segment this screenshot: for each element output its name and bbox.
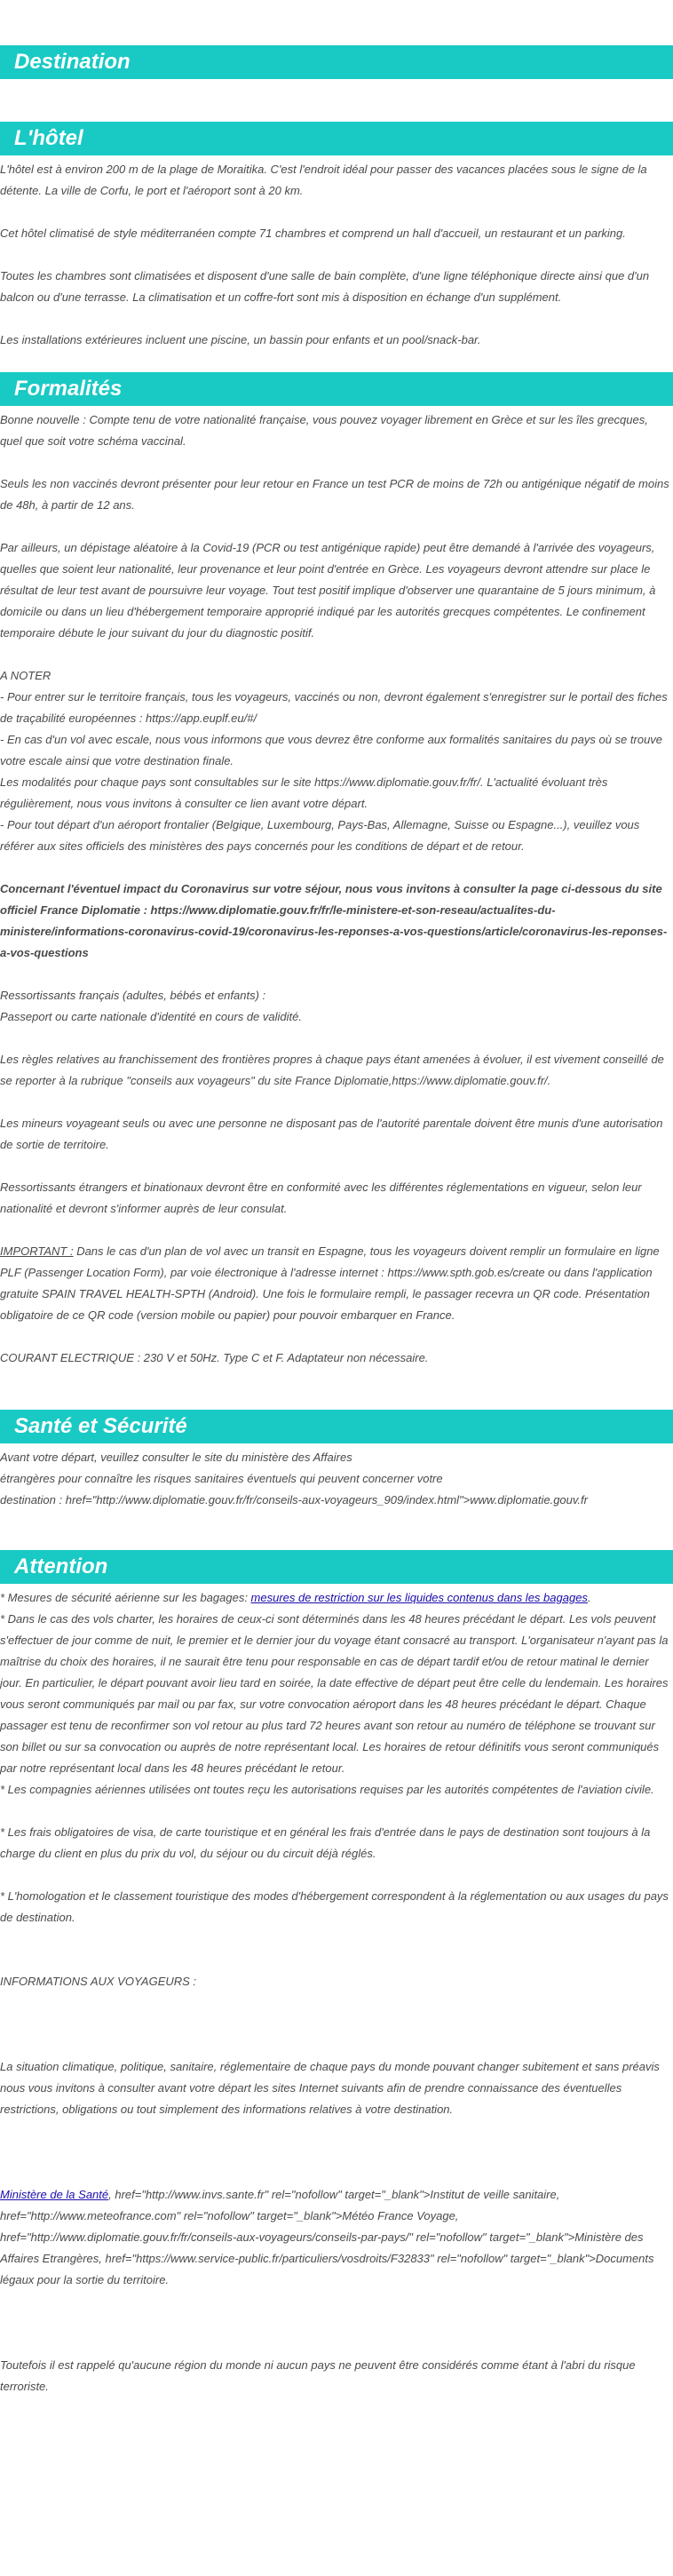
ressortissants-title: Ressortissants français (adultes, bébés et enfants) :: [0, 989, 266, 1002]
sante-line: étrangères pour connaître les risques sanitaires éventuels qui peuvent concerner votre: [0, 1472, 443, 1485]
courant-paragraph: COURANT ELECTRIQUE : 230 V et 50Hz. Type C et F. Adaptateur non nécessaire.: [0, 1351, 429, 1364]
sites-paragraph: [0, 2184, 673, 2291]
situation-line: La situation climatique, politique, sanitaire, réglementaire de chaque pays du monde pouvant changer subitement et sans préavis: [0, 2060, 660, 2073]
regles-paragraph: Les règles relatives au franchissement des frontières propres à chaque pays étant amenées à évoluer, il est vivement conseillé de se reporter à la rubrique "conseils aux voyageurs" du site France Diplomatie,https://www.diplomatie.gouv.fr/.: [0, 1053, 664, 1087]
formalites-heading: Formalités: [0, 372, 673, 406]
sante-section: [0, 1447, 673, 1511]
formalites-paragraph: Par ailleurs, un dépistage aléatoire à la Covid-19 (PCR ou test antigénique rapide) peut être demandé à l'arrivée des voyageurs, quelles que soient leur nationalité, leur provenance et leur point d'entrée en Grèce. Les voyageurs devront attendre sur place le résultat de leur test avant de poursuivre leur voyage. Tout test positif implique d'observer une quarantaine de 5 jours minimum, à domicile ou dans un lieu d'hébergement temporaire approprié indiqué par les autorités grecques compétentes. Le confinement temporaire débute le jour suivant du jour du diagnostic positif.: [0, 541, 656, 640]
sites-list: , href="http://www.invs.sante.fr" rel="nofollow" target="_blank">Institut de veille sanitaire, href="http://www.meteofrance.com" rel="nofollow" target="_blank">Météo France Voyage, href="http://www.diplomatie.gouv.fr/fr/conseils-aux-voyageurs/conseils-par-pays/" rel="nofollow" target="_blank">Ministère des Affaires Etrangères, href="https://www.service-public.fr/particuliers/vosdroits/F32833" rel="nofollow" target="_blank">Documents légaux pour la sortie du territoire.: [0, 2188, 654, 2286]
sante-heading: Santé et Sécurité: [0, 1410, 673, 1443]
attention-heading: Attention: [0, 1550, 673, 1584]
sante-line: destination : href="http://www.diplomatie.gouv.fr/fr/conseils-aux-voyageurs_909/index.html">www.diplomatie.gouv.fr: [0, 1493, 588, 1507]
homologation-paragraph: * L'homologation et le classement touristique des modes d'hébergement correspondent à la réglementation ou aux usages du pays de destination.: [0, 1889, 669, 1924]
charters-paragraph: * Dans le cas des vols charter, les horaires de ceux-ci sont déterminés dans les 48 heures précédant le départ. Les vols peuvent s'effectuer de jour comme de nuit, le premier et le dernier jour du voyage étant consacré au transport. L'organisateur n'ayant pas la maîtrise du choix des horaires, il ne saurait être tenu pour responsable en cas de départ tardif et/ou de retour matinal le dernier jour. En particulier, le départ pouvant avoir lieu tard en soirée, la date effective de départ peut être celle du lendemain. Les horaires vous seront communiqués par mail ou par fax, sur votre convocation aéroport dans les 48 heures précédant le départ. Chaque passager est tenu de reconfirmer son vol retour au plus tard 72 heures avant son retour au numéro de téléphone se trouvant sur son billet ou sur sa convocation ou auprès de notre représentant local. Les horaires de retour définitifs vous seront communiqués par notre représentant local dans les 48 heures précédant le retour.: [0, 1612, 669, 1775]
important-text: Dans le cas d'un plan de vol avec un transit en Espagne, tous les voyageurs doivent remplir un formulaire en ligne PLF (Passenger Location Form), par voie électronique à l'adresse internet : https://www.spth.gob.es/create ou dans l'application gratuite SPAIN TRAVEL HEALTH-SPTH (Android). Une fois le formulaire rempli, le passager recevra un QR code. Présentation obligatoire de ce QR code (version mobile ou papier) pour pouvoir embarquer en France.: [0, 1244, 660, 1322]
destination-heading: Destination: [0, 45, 673, 79]
sante-line: Avant votre départ, veuillez consulter le site du ministère des Affaires: [0, 1451, 352, 1464]
note-line: - En cas d'un vol avec escale, nous vous informons que vous devrez être conforme aux formalités sanitaires du pays où se trouve votre escale ainsi que votre destination finale.: [0, 733, 663, 767]
ressortissants-doc: Passeport ou carte nationale d'identité en cours de validité.: [0, 1010, 302, 1023]
mesures-suffix: .: [587, 1591, 591, 1604]
hotel-section: [0, 159, 673, 351]
ministere-sante-link[interactable]: Ministère de la Santé: [0, 2188, 109, 2201]
attention-section: [0, 1587, 673, 2397]
note-line: - Pour tout départ d'un aéroport frontalier (Belgique, Luxembourg, Pays-Bas, Allemagne, Suisse ou Espagne...), veuillez vous référer aux sites officiels des ministères des pays concernés pour les conditions de départ et de retour.: [0, 818, 640, 853]
important-label: IMPORTANT :: [0, 1244, 74, 1258]
compagnies-paragraph: * Les compagnies aériennes utilisées ont toutes reçu les autorisations requises par les autorités compétentes de l'aviation civile.: [0, 1783, 654, 1796]
hotel-heading: L'hôtel: [0, 122, 673, 155]
frais-paragraph: * Les frais obligatoires de visa, de carte touristique et en général les frais d'entrée dans le pays de destination sont toujours à la charge du client en plus du prix du vol, du séjour ou du circuit déjà réglés.: [0, 1825, 651, 1860]
etrangers-paragraph: Ressortissants étrangers et binationaux devront être en conformité avec les différentes réglementations en vigueur, selon leur nationalité et devront s'informer auprès de leur consulat.: [0, 1181, 642, 1215]
note-line: Les modalités pour chaque pays sont consultables sur le site https://www.diplomatie.gouv.fr/fr/. L'actualité évoluant très régulièrement, nous vous invitons à consulter ce lien avant votre départ.: [0, 775, 608, 810]
formalites-section: [0, 409, 673, 1369]
important-paragraph: [0, 1241, 673, 1326]
mineurs-paragraph: Les mineurs voyageant seuls ou avec une personne ne disposant pas de l'autorité parentale doivent être munis d'une autorisation de sortie de territoire.: [0, 1117, 663, 1151]
terroriste-paragraph: Toutefois il est rappelé qu'aucune région du monde ni aucun pays ne peuvent être considérés comme étant à l'abri du risque terroriste.: [0, 2358, 636, 2393]
note-title: A NOTER: [0, 669, 51, 682]
formalites-paragraph: Seuls les non vaccinés devront présenter pour leur retour en France un test PCR de moins de 72h ou antigénique négatif de moins de 48h, à partir de 12 ans.: [0, 477, 669, 512]
mesures-paragraph: [0, 1587, 673, 1609]
mesures-prefix: * Mesures de sécurité aérienne sur les bagages:: [0, 1591, 251, 1604]
hotel-paragraph: Cet hôtel climatisé de style méditerranéen compte 71 chambres et comprend un hall d'accueil, un restaurant et un parking.: [0, 227, 626, 240]
situation-line: nous vous invitons à consulter avant votre départ les sites Internet suivants afin de prendre connaissance des éventuelles restrictions, obligations ou tout simplement des informations relatives à votre destination.: [0, 2081, 622, 2116]
hotel-paragraph: L'hôtel est à environ 200 m de la plage de Moraitika. C'est l'endroit idéal pour passer des vacances placées sous le signe de la détente. La ville de Corfu, le port et l'aéroport sont à 20 km.: [0, 163, 647, 197]
coronavirus-notice: Concernant l'éventuel impact du Coronavirus sur votre séjour, nous vous invitons à consulter la page ci-dessous du site officiel France Diplomatie : https://www.diplomatie.gouv.fr/fr/le-ministere-et-son-reseau/actualites-du-ministere/informations-coronavirus-covid-19/coronavirus-les-reponses-a-vos-questions/article/coronavirus-les-reponses-a-vos-questions: [0, 882, 668, 959]
hotel-paragraph: Toutes les chambres sont climatisées et disposent d'une salle de bain complète, d'une ligne téléphonique directe ainsi que d'un balcon ou d'une terrasse. La climatisation et un coffre-fort sont mis à disposition en échange d'un supplément.: [0, 269, 650, 304]
note-line: - Pour entrer sur le territoire français, tous les voyageurs, vaccinés ou non, devront également s'enregistrer sur le portail des fiches de traçabilité européennes : https://app.euplf.eu/#/: [0, 690, 668, 725]
hotel-paragraph: Les installations extérieures incluent une piscine, un bassin pour enfants et un pool/snack-bar.: [0, 333, 481, 346]
liquides-restriction-link[interactable]: mesures de restriction sur les liquides contenus dans les bagages: [250, 1591, 588, 1604]
formalites-paragraph: Bonne nouvelle : Compte tenu de votre nationalité française, vous pouvez voyager librement en Grèce et sur les îles grecques, quel que soit votre schéma vaccinal.: [0, 413, 648, 448]
infos-voyageurs-title: INFORMATIONS AUX VOYAGEURS :: [0, 1975, 197, 1988]
